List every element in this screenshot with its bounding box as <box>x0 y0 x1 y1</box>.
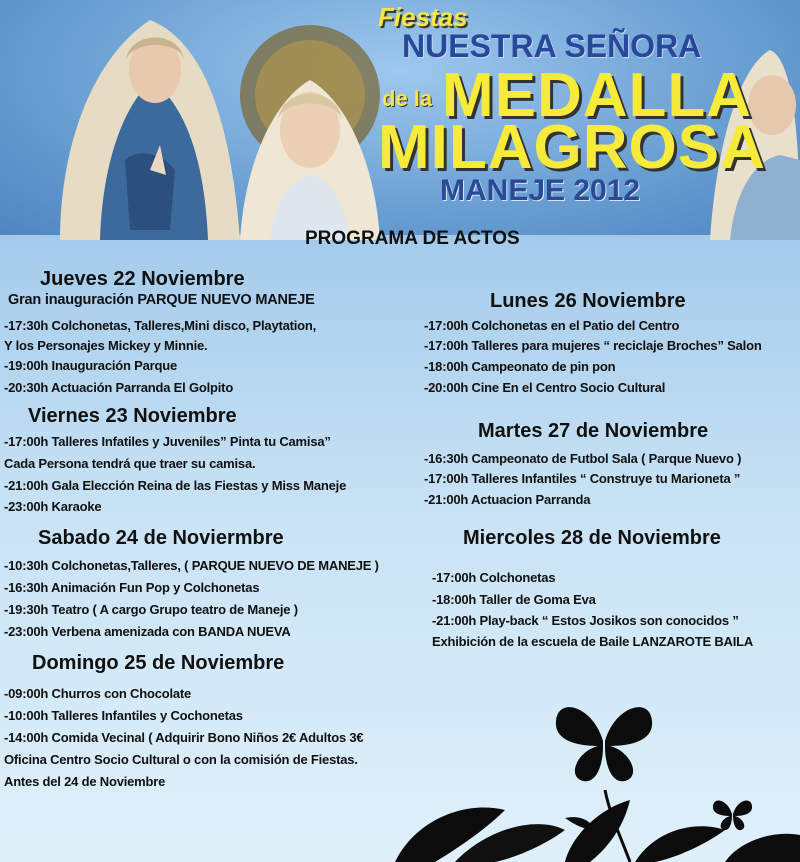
lunes-line: -20:00h Cine En el Centro Socio Cultural <box>424 380 666 395</box>
martes-line: -21:00h Actuacion Parranda <box>424 492 591 507</box>
day-title-martes: Martes 27 de Noviembre <box>478 420 709 442</box>
jueves-line: -20:30h Actuación Parranda El Golpito <box>4 380 234 395</box>
day-title-sabado: Sabado 24 de Noviermbre <box>38 527 284 549</box>
title-maneje-2012: MANEJE 2012 <box>440 174 641 207</box>
domingo-line: -14:00h Comida Vecinal ( Adquirir Bono Niños 2€ Adultos 3€ <box>4 730 364 745</box>
sabado-line: -19:30h Teatro ( A cargo Grupo teatro de Maneje ) <box>4 602 298 617</box>
viernes-line: -21:00h Gala Elección Reina de las Fiestas y Miss Maneje <box>4 478 347 493</box>
title-fiestas: Fiestas <box>378 2 468 32</box>
lunes-line: -17:00h Talleres para mujeres “ reciclaje Broches” Salon <box>424 338 762 353</box>
programa-title: PROGRAMA DE ACTOS <box>305 228 520 249</box>
viernes-line: -17:00h Talleres Infatiles y Juveniles” Pinta tu Camisa” <box>4 434 331 449</box>
martes-line: -17:00h Talleres Infantiles “ Construye tu Marioneta ” <box>424 471 741 486</box>
domingo-line: Antes del 24 de Noviembre <box>4 774 166 789</box>
jueves-line: Gran inauguración PARQUE NUEVO MANEJE <box>8 292 315 308</box>
viernes-line: -23:00h Karaoke <box>4 499 102 514</box>
sabado-line: -10:30h Colchonetas,Talleres, ( PARQUE NUEVO DE MANEJE ) <box>4 558 379 573</box>
jueves-line: -17:30h Colchonetas, Talleres,Mini disco, Playtation, <box>4 318 317 333</box>
leaf-silhouette <box>395 760 800 862</box>
miercoles-line: -21:00h Play-back “ Estos Josikos son conocidos ” <box>432 613 739 628</box>
lunes-line: -17:00h Colchonetas en el Patio del Centro <box>424 318 680 333</box>
domingo-line: Oficina Centro Socio Cultural o con la comisión de Fiestas. <box>4 752 358 767</box>
miercoles-line: Exhibición de la escuela de Baile LANZAROTE BAILA <box>432 634 754 649</box>
martes-line: -16:30h Campeonato de Futbol Sala ( Parque Nuevo ) <box>424 451 742 466</box>
miercoles-line: -17:00h Colchonetas <box>432 570 556 585</box>
statue-virgin-center <box>220 20 400 240</box>
title-nuestra-senora: NUESTRA SEÑORA <box>402 28 702 64</box>
jueves-line: -19:00h Inauguración Parque <box>4 358 178 373</box>
day-title-miercoles: Miercoles 28 de Noviembre <box>463 527 721 549</box>
title-medalla: MEDALLA <box>442 61 753 130</box>
title-milagrosa: MILAGROSA <box>378 113 766 182</box>
sabado-line: -16:30h Animación Fun Pop y Colchonetas <box>4 580 260 595</box>
day-title-domingo: Domingo 25 de Noviembre <box>32 652 285 674</box>
lunes-line: -18:00h Campeonato de pin pon <box>424 359 616 374</box>
domingo-line: -10:00h Talleres Infantiles y Cochonetas <box>4 708 243 723</box>
day-title-viernes: Viernes 23 Noviembre <box>28 405 237 427</box>
title-de-la: de la <box>382 86 433 111</box>
day-title-jueves: Jueves 22 Noviembre <box>40 268 245 290</box>
sabado-line: -23:00h Verbena amenizada con BANDA NUEVA <box>4 624 291 639</box>
miercoles-line: -18:00h Taller de Goma Eva <box>432 592 596 607</box>
jueves-line: Y los Personajes Mickey y Minnie. <box>4 338 208 353</box>
day-title-lunes: Lunes 26 Noviembre <box>490 290 686 312</box>
viernes-line: Cada Persona tendrá que traer su camisa. <box>4 456 256 471</box>
domingo-line: -09:00h Churros con Chocolate <box>4 686 192 701</box>
